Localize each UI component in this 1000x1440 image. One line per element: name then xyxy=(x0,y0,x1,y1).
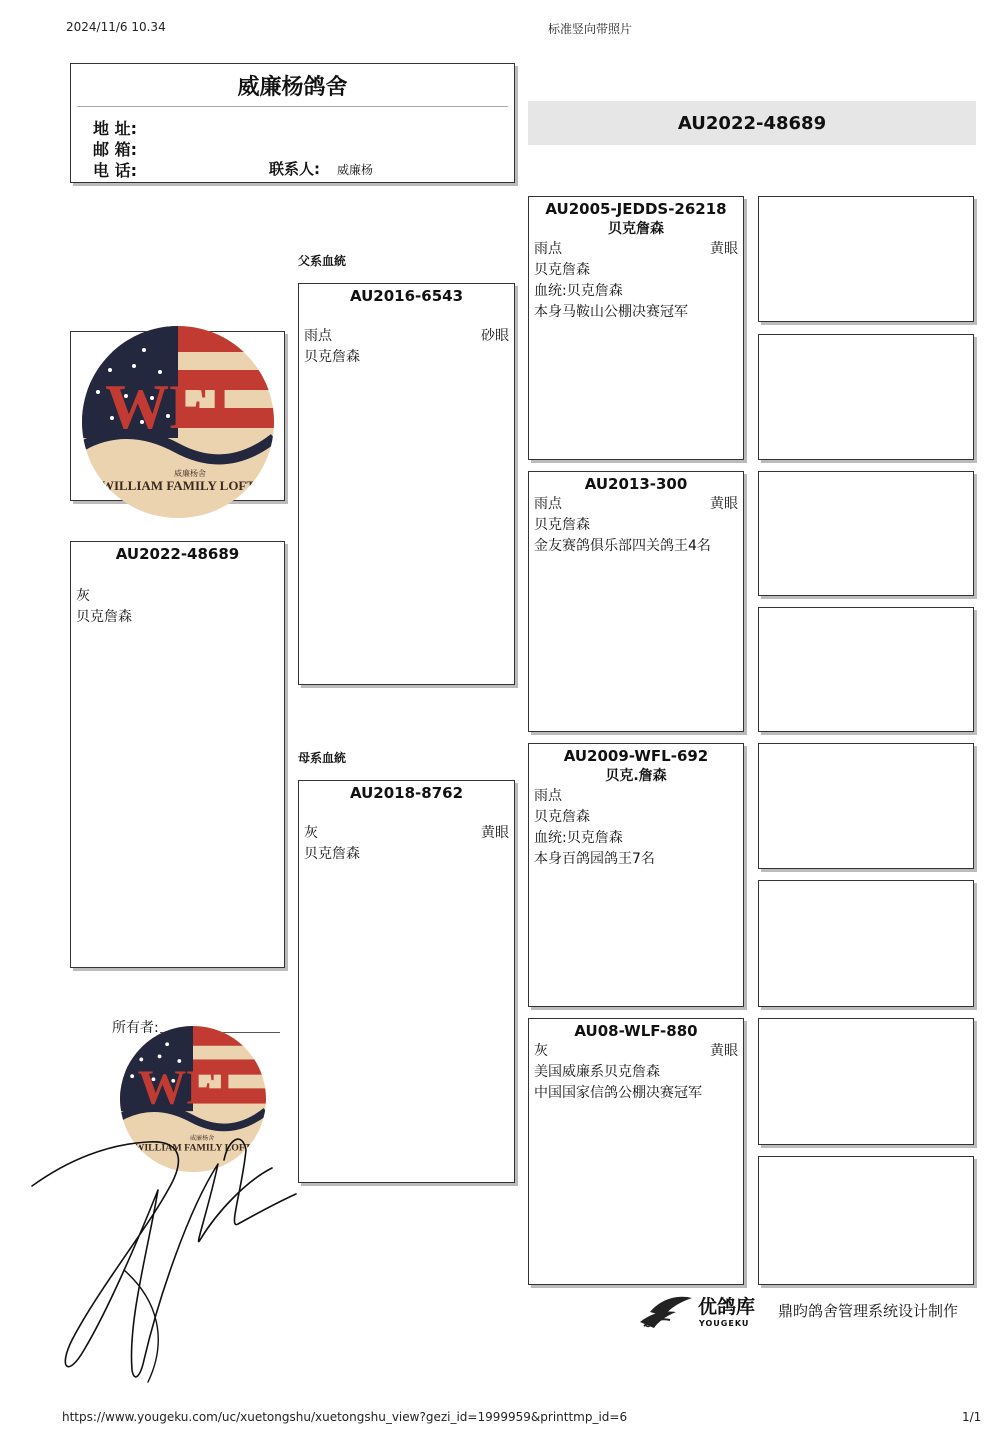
contact-name: 威廉杨 xyxy=(337,163,374,177)
contact-label: 联系人: xyxy=(269,160,320,178)
gp4-line: 中国国家信鸽公棚决赛冠军 xyxy=(534,1085,702,1101)
gp1-line: 贝克詹森 xyxy=(534,262,590,278)
great-grandparent-card xyxy=(758,607,974,732)
great-grandparent-card xyxy=(758,1156,974,1285)
gp1-ring: AU2005-JEDDS-26218 xyxy=(545,200,727,218)
dam-color: 灰 xyxy=(304,825,318,841)
great-grandparent-card xyxy=(758,471,974,596)
gp3-line: 贝克詹森 xyxy=(534,809,590,825)
dam-eye: 黄眼 xyxy=(481,825,509,841)
grandparent-card-2 xyxy=(528,471,744,732)
logo-text-wfl: WFL xyxy=(105,371,251,442)
wfl-logo-graphic xyxy=(82,326,274,518)
document-title: 标准竖向带照片 xyxy=(548,22,633,36)
gp1-line: 血统:贝克詹森 xyxy=(534,283,623,299)
sire-strain: 贝克詹森 xyxy=(304,349,360,365)
grandparent-card-4 xyxy=(528,1018,744,1285)
brand-latin: YOUGEKU xyxy=(699,1319,750,1328)
gp1-sub: 贝克詹森 xyxy=(608,221,664,237)
print-datetime: 2024/11/6 10.34 xyxy=(66,20,166,34)
gp2-eye: 黄眼 xyxy=(710,496,738,512)
gp4-ring: AU08-WLF-880 xyxy=(574,1022,698,1040)
great-grandparent-card xyxy=(758,1018,974,1145)
stamp-text-ring: WILLIAM FAMILY LOFT xyxy=(134,1142,252,1154)
sire-line-label: 父系血統 xyxy=(298,254,347,268)
gp1-color: 雨点 xyxy=(534,241,562,257)
gp3-line: 本身百鸽园鸽王7名 xyxy=(534,851,655,867)
sire-card xyxy=(298,283,515,685)
logo-text-small: 威廉杨舍 xyxy=(174,469,206,478)
wfl-logo xyxy=(82,326,274,518)
gp4-eye: 黄眼 xyxy=(710,1043,738,1059)
page-number: 1/1 xyxy=(962,1410,982,1424)
dam-line-label: 母系血統 xyxy=(298,751,347,765)
address-label: 地 址: xyxy=(93,119,137,138)
subject-ring: AU2022-48689 xyxy=(115,545,240,563)
yougeku-logo-icon xyxy=(636,1292,694,1332)
subject-color: 灰 xyxy=(76,588,90,604)
great-grandparent-card xyxy=(758,334,974,460)
owner-signature xyxy=(28,1120,308,1390)
dam-card xyxy=(298,780,515,1183)
great-grandparent-card xyxy=(758,196,974,322)
phone-label: 电 话: xyxy=(93,161,137,180)
loft-info-box xyxy=(70,63,515,183)
dam-strain: 贝克詹森 xyxy=(304,846,360,862)
gp1-eye: 黄眼 xyxy=(710,241,738,257)
sire-ring: AU2016-6543 xyxy=(349,287,464,305)
brand-name: 优鸽库 xyxy=(698,1296,756,1318)
sire-eye: 砂眼 xyxy=(481,328,509,344)
gp4-line: 美国威廉系贝克詹森 xyxy=(534,1064,660,1080)
dam-ring: AU2018-8762 xyxy=(349,784,464,802)
gp4-color: 灰 xyxy=(534,1043,548,1059)
sire-color: 雨点 xyxy=(304,328,332,344)
logo-text-ring: WILLIAM FAMILY LOFT xyxy=(100,478,256,493)
gp3-color: 雨点 xyxy=(534,788,562,804)
stamp-text-wfl: WFL xyxy=(137,1060,249,1115)
gp2-color: 雨点 xyxy=(534,496,562,512)
loft-name: 威廉杨鸽舍 xyxy=(237,75,348,100)
gp2-line: 贝克詹森 xyxy=(534,517,590,533)
gp1-line: 本身马鞍山公棚决赛冠军 xyxy=(534,304,688,320)
email-label: 邮 箱: xyxy=(93,140,137,159)
gp3-sub: 贝克.詹森 xyxy=(605,768,667,784)
grandparent-card-3 xyxy=(528,743,744,1007)
subject-card xyxy=(70,541,285,968)
divider xyxy=(77,106,508,107)
gp2-ring: AU2013-300 xyxy=(584,475,688,493)
gp3-line: 血统:贝克詹森 xyxy=(534,830,623,846)
gp3-ring: AU2009-WFL-692 xyxy=(563,747,709,765)
page-url: https://www.yougeku.com/uc/xuetongshu/xuetongshu_view?gezi_id=1999959&printtmp_id=6 xyxy=(62,1410,628,1424)
stamp-text-small: 威廉杨舍 xyxy=(189,1135,215,1143)
great-grandparent-card xyxy=(758,743,974,869)
grandparent-card-1 xyxy=(528,196,744,460)
gp2-line: 金友赛鸽俱乐部四关鸽王4名 xyxy=(534,538,711,554)
owner-label: 所有者: xyxy=(112,1020,159,1036)
great-grandparent-card xyxy=(758,880,974,1007)
subject-strain: 贝克詹森 xyxy=(76,609,132,625)
subject-ring-band: AU2022-48689 xyxy=(528,101,976,145)
brand-slogan: 鼎昀鸽舍管理系统设计制作 xyxy=(778,1302,959,1320)
